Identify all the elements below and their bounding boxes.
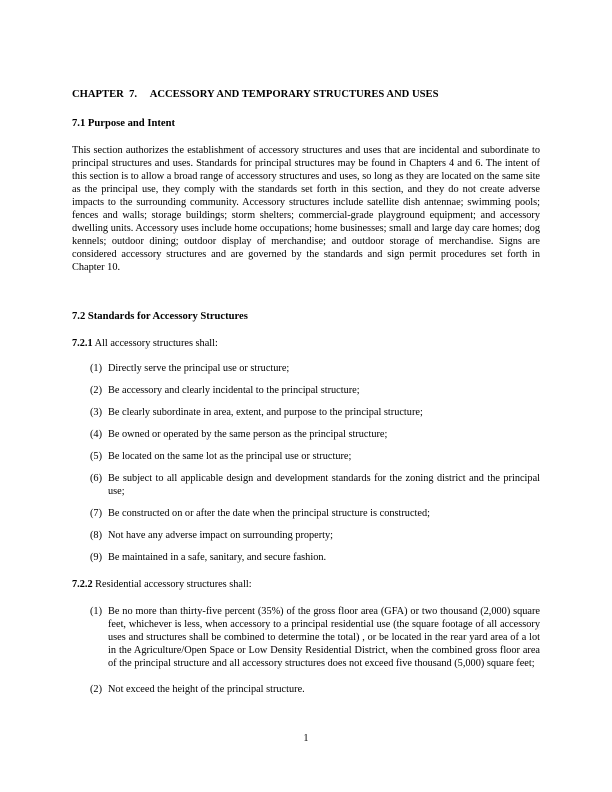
list-item-7-2-1-6: [90, 472, 540, 498]
item-text: Be subject to all applicable design and development standards for the zoning district and the principal use;: [108, 473, 540, 497]
list-item-7-2-1-9: [90, 551, 540, 564]
list-item-7-2-1-5: [90, 450, 540, 463]
list-item-7-2-1-4: [90, 428, 540, 441]
item-number: (8): [90, 530, 103, 541]
item-number: (2): [90, 684, 103, 695]
item-number: (1): [90, 363, 103, 374]
item-number: (4): [90, 429, 103, 440]
list-item-7-2-2-2: [90, 683, 540, 696]
section-7-1-title: 7.1 Purpose and Intent: [72, 118, 176, 129]
section-7-2-title: 7.2 Standards for Accessory Structures: [72, 311, 248, 322]
page-number: 1: [303, 733, 309, 744]
item-number: (9): [90, 552, 103, 563]
list-item-7-2-1-7: [90, 507, 540, 520]
subsection-7-2-1-number: 7.2.1: [72, 338, 93, 349]
list-7-2-2: [90, 605, 540, 696]
item-number: (5): [90, 451, 103, 462]
subsection-7-2-1-heading: [72, 337, 540, 350]
item-text: Be owned or operated by the same person as the principal structure;: [108, 429, 388, 440]
item-number: (1): [90, 606, 103, 617]
list-item-7-2-1-3: [90, 406, 540, 419]
document-page: [72, 0, 540, 792]
chapter-heading: CHAPTER 7. ACCESSORY AND TEMPORARY STRUCTURES AND USES: [72, 89, 439, 100]
list-item-7-2-1-1: [90, 362, 540, 375]
item-number: (2): [90, 385, 103, 396]
section-7-1-body: This section authorizes the establishment of accessory structures and uses that are incidental and subordinate to principal structures and uses. Standards for principal structures may be found in Chapters 4 and 6. The intent of this section is to allow a broad range of accessory structures and uses, so long as they are located on the same site as the principal use, they comply with the standards set forth in this section, and they do not create adverse impacts to the surrounding community. Accessory structures include satellite dish antennae; swimming pools; fences and walls; storage buildings; storm shelters; commercial-grade playground equipment; and accessory dwelling units. Accessory uses include home occupations; home businesses; small and large day care homes; dog kennels; outdoor dining; outdoor display of merchandise; and outdoor storage of merchandise. Signs are considered accessory structures and are governed by the standards and sign permit procedures set forth in Chapter 10.: [72, 145, 540, 273]
list-7-2-1: [90, 362, 540, 564]
list-item-7-2-1-8: [90, 529, 540, 542]
item-number: (6): [90, 473, 103, 484]
subsection-7-2-2-lead: Residential accessory structures shall:: [92, 579, 252, 590]
subsection-7-2-2-heading: [72, 578, 540, 591]
item-text: Directly serve the principal use or structure;: [108, 363, 290, 374]
item-text: Not have any adverse impact on surrounding property;: [108, 530, 334, 541]
item-text: Be clearly subordinate in area, extent, and purpose to the principal structure;: [108, 407, 423, 418]
item-text: Not exceed the height of the principal structure.: [108, 684, 305, 695]
item-text: Be no more than thirty-five percent (35%) of the gross floor area (GFA) or two thousand (2,000) square feet, whichever is less, when accessory to a principal residential use (the square footage of all accessory uses and structures shall be combined to determine the total) , or be located in the rear yard area of a lot in the Agriculture/Open Space or Low Density Residential District, when the combined gross floor area of the principal structure and all accessory structures does not exceed five thousand (5,000) square feet;: [108, 606, 540, 669]
item-text: Be located on the same lot as the principal use or structure;: [108, 451, 352, 462]
item-number: (7): [90, 508, 103, 519]
list-item-7-2-2-1: [90, 605, 540, 670]
subsection-7-2-1-lead: All accessory structures shall:: [92, 338, 218, 349]
subsection-7-2-2-number: 7.2.2: [72, 579, 93, 590]
item-text: Be accessory and clearly incidental to the principal structure;: [108, 385, 360, 396]
item-text: Be constructed on or after the date when the principal structure is constructed;: [108, 508, 430, 519]
item-text: Be maintained in a safe, sanitary, and secure fashion.: [108, 552, 327, 563]
list-item-7-2-1-2: [90, 384, 540, 397]
item-number: (3): [90, 407, 103, 418]
